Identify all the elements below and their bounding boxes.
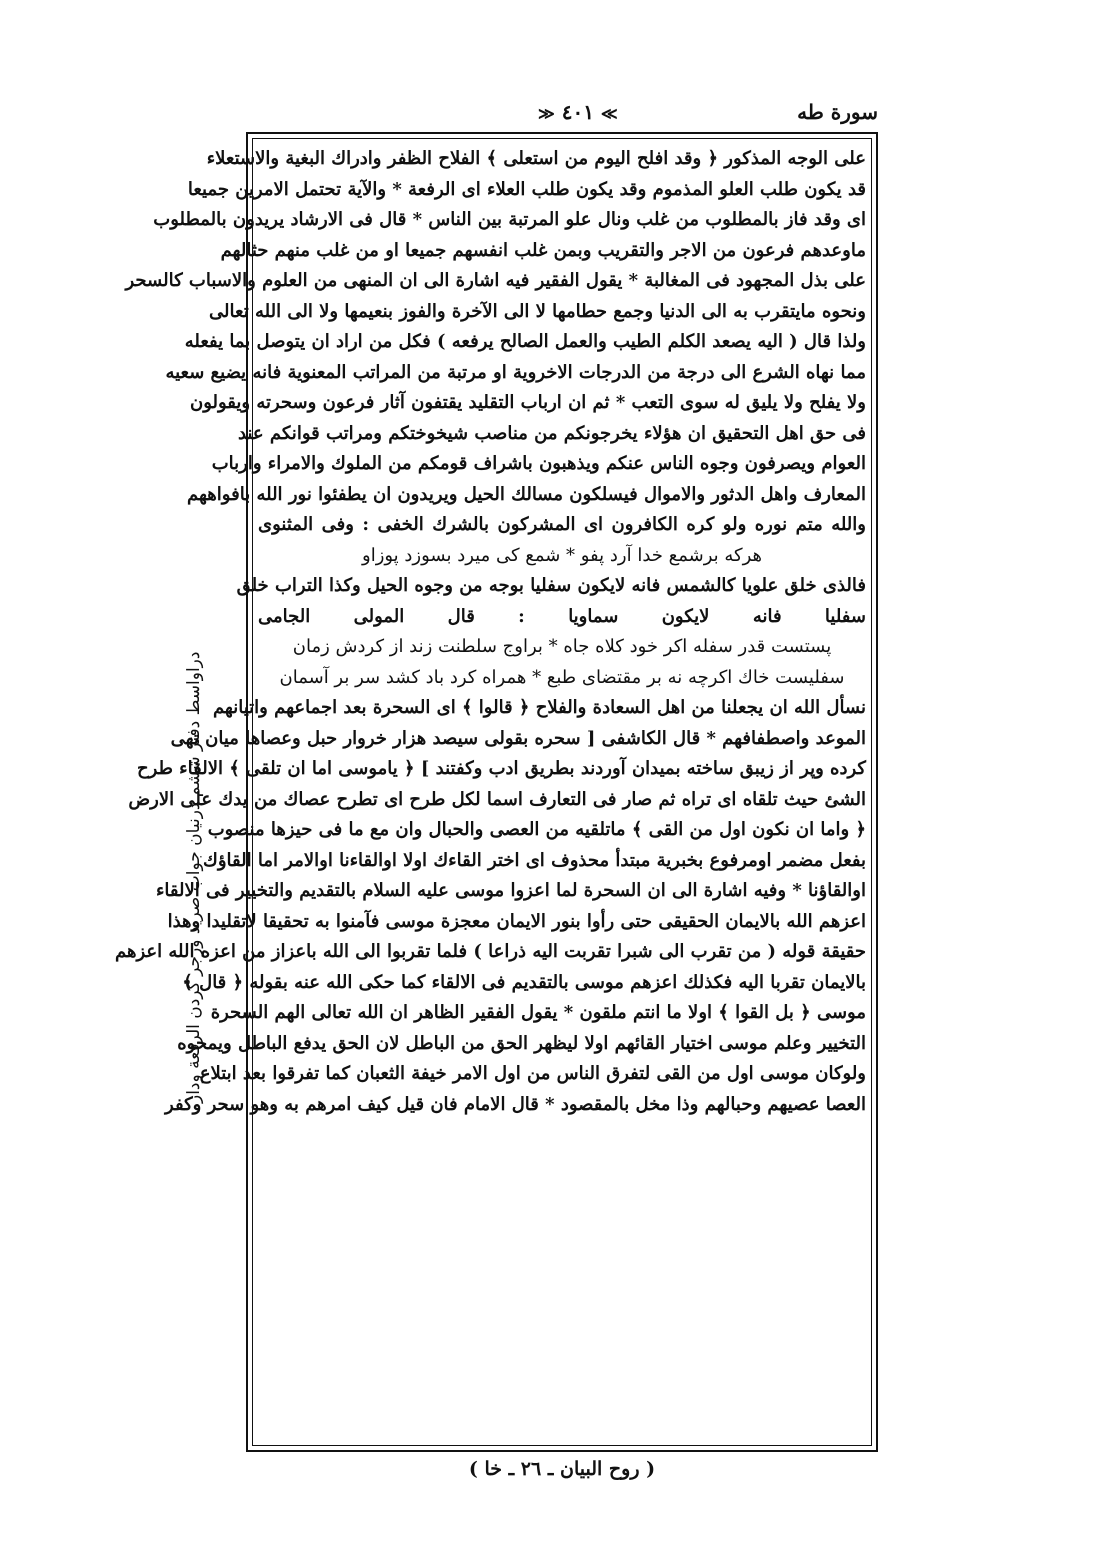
ornament-left: ≫ <box>538 104 555 123</box>
text-line: ولوكان موسى اول من القى لتفرق الناس من اول الامر خيفة الثعبان كما تفرقوا بعد ابتلاع <box>199 1063 866 1084</box>
text-line: ولا يفلح ولا يليق له سوى التعب * ثم ان ارباب التقليد يقتفون آثار فرعون وسحرته ويقولون <box>189 392 866 413</box>
text-line: ماوعدهم فرعون من الاجر والتقريب وبمن غلب انفسهم جميعا او من غلب منهم حثالهم <box>220 239 866 261</box>
text-line: اوالقاؤنا * وفيه اشارة الى ان السحرة لما اعزوا موسى عليه السلام بالتقديم والتخيير فى الالقاء <box>155 880 866 901</box>
text-line: اعزهم الله بالايمان الحقيقى حتى رأوا بنور الايمان معجزة موسى فآمنوا به تحقيقا لاتقليدا وهذا <box>167 910 866 932</box>
text-line: والله متم نوره ولو كره الكافرون اى المشركون بالشرك الخفى : وفى المثنوى <box>258 514 866 535</box>
text-line: فالذى خلق علويا كالشمس فانه لايكون سفليا بوجه من وجوه الحيل وكذا التراب خلق <box>236 575 866 596</box>
text-line: حقيقة قوله ( من تقرب الى شبرا تقربت اليه ذراعا ) فلما تقربوا الى الله باعزاز من اعزه الله اعزهم <box>115 941 866 962</box>
text-line: موسى ﴿ بل القوا ﴾ اولا ما انتم ملقون * يقول الفقير الظاهر ان الله تعالى الهم السحرة <box>210 1002 866 1023</box>
text-line: مما نهاه الشرع الى درجة من الدرجات الاخروية او مرتبة من المراتب المعنوية فانه يضيع سعيه <box>165 361 866 383</box>
text-line: الشئ حيث تلقاه اى تراه ثم صار فى التعارف اسما لكل طرح اى تطرح عصاك من يدك على الارض <box>128 788 866 810</box>
text-line: التخيير وعلم موسى اختيار القائهم اولا ليظهر الحق من الباطل لان الحق يدفع الباطل ويمحوه <box>177 1032 866 1054</box>
verse-line: پستست قدر سفله اكر خود كلاه جاه * براوج سلطنت زند از كردش زمان <box>292 636 832 657</box>
verse-line: هركه برشمع خدا آرد پفو * شمع كى ميرد بسوزد پوزاو <box>362 544 762 566</box>
text-line: بفعل مضمر اومرفوع بخبرية مبتدأ محذوف اى اختر القاءك اولا اوالقاءنا اوالامر اما القاؤك <box>203 849 866 871</box>
text-line: العوام ويصرفون وجوه الناس عنكم ويذهبون باشراف قومكم من الملوك والامراء وارباب <box>211 453 866 474</box>
text-line: الموعد واصطفافهم * قال الكاشفى [ سحره بقولى سيصد هزار خروار حبل وعصاها ميان تهى <box>170 727 866 749</box>
page-number-value: ٤٠١ <box>561 100 594 124</box>
text-line: المعارف واهل الدثور والاموال فيسلكون مسالك الحيل ويريدون ان يطفئوا نور الله بافواههم <box>187 483 866 505</box>
page-footer: ( روح البيان ـ ٢٦ ـ خا ) <box>468 1458 656 1480</box>
text-line: ولذا قال ( اليه يصعد الكلم الطيب والعمل الصالح يرفعه ) فكل من اراد ان يتوصل بما يفعله <box>184 331 866 352</box>
text-line: ﴿ واما ان نكون اول من القى ﴾ ماتلقيه من العصى والحبال وان مع ما فى حيزها منصوب <box>207 819 866 840</box>
text-line: فى حق اهل التحقيق ان هؤلاء يخرجونكم من مناصب شيخوختكم ومراتب قوانكم عند <box>238 422 866 444</box>
text-line: قد يكون طلب العلو المذموم وقد يكون طلب العلاء اى الرفعة * والآية تحتمل الامرين جميعا <box>187 178 866 200</box>
text-line: على الوجه المذكور ﴿ وقد افلح اليوم من استعلى ﴾ الفلاح الظفر وادراك البغية والاستعلاء <box>206 148 866 169</box>
text-line: بالايمان تقربا اليه فكذلك اعزهم موسى بالتقديم فى الالقاء كما حكى الله عنه بقوله ﴿ قال ﴾ <box>182 971 866 993</box>
surah-name: سورة طه <box>797 100 878 124</box>
verse-line: سفليست خاك اكرچه نه بر مقتضاى طبع * همراه كرد باد كشد سر بر آسمان <box>279 666 845 688</box>
text-line: كرده وپر از زيبق ساخته بميدان آوردند بطريق ادب وكفتند ] ﴿ ياموسى اما ان تلقى ﴾ الالقاء طرح <box>137 758 866 779</box>
text-line: ونحوه مايتقرب به الى الدنيا وجمع حطامها لا الى الآخرة والفوز بنعيمها ولا الى الله تعالى <box>209 300 866 322</box>
ornament-right: ≪ <box>600 104 618 123</box>
page-number <box>538 100 618 124</box>
text-line: العصا عصيهم وحبالهم وذا مخل بالمقصود * قال الامام فان قيل كيف امرهم به وهو سحر وكفر <box>165 1093 866 1115</box>
margin-note: دراواسط دفتر ششم درنيان جواب صريد وزجر كردن الرفعة ودار <box>184 652 204 1104</box>
text-line: سفليا فانه لايكون سماويا : قال المولى الجامى <box>258 605 866 627</box>
text-line: على بذل المجهود فى المغالبة * يقول الفقير فيه اشارة الى ان المنهى من العلوم والاسباب كالسحر <box>125 270 866 291</box>
text-line: نسأل الله ان يجعلنا من اهل السعادة والفلاح ﴿ قالوا ﴾ اى السحرة بعد اجماعهم واتيانهم <box>212 697 866 718</box>
text-line: اى وقد فاز بالمطلوب من غلب ونال علو المرتبة بين الناس * قال فى الارشاد يريدون بالمطلوب <box>153 209 866 230</box>
page-header <box>246 100 878 128</box>
